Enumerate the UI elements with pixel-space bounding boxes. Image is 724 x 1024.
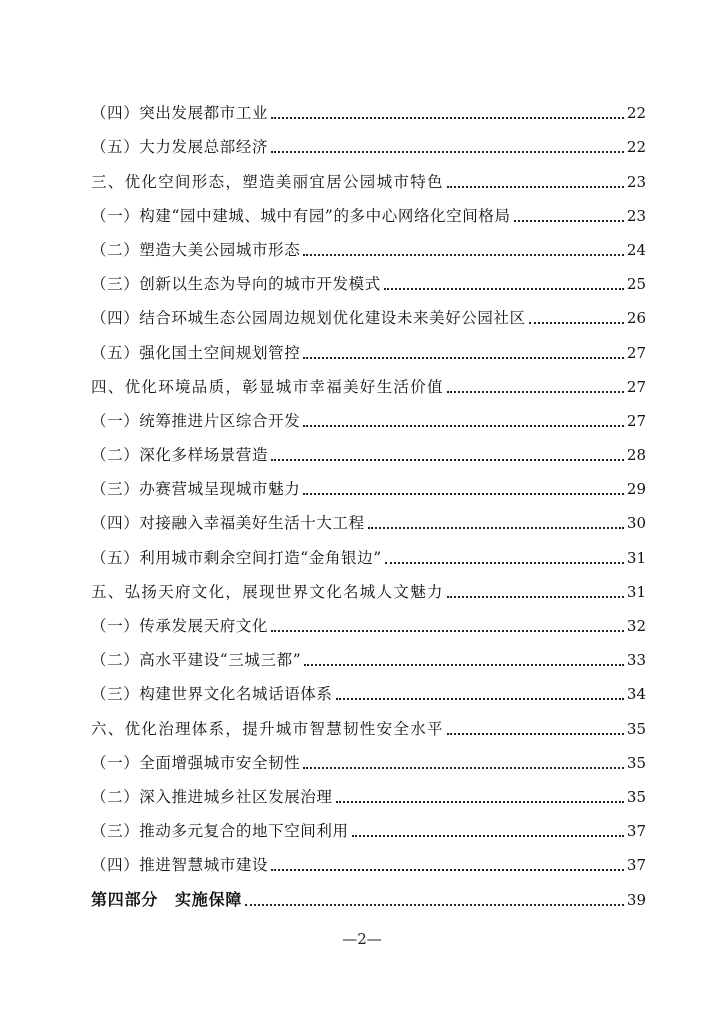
toc-entry-title: （三）推动多元复合的地下空间利用	[91, 822, 349, 841]
toc-entry-title: （二）高水平建设“三城三都”	[91, 651, 302, 670]
dot-leader	[336, 800, 624, 803]
toc-entry-page-number: 32	[626, 617, 646, 635]
toc-entry-page-number: 27	[626, 377, 646, 396]
toc-entry-page-number: 33	[626, 651, 646, 670]
toc-subsection-entry	[91, 538, 646, 572]
toc-subsection-entry	[91, 265, 646, 299]
toc-entry-page-number: 31	[626, 548, 646, 567]
dot-leader	[336, 697, 624, 700]
toc-entry-page-number: 25	[626, 275, 646, 294]
toc-entry-title: （一）传承发展天府文化	[91, 617, 269, 635]
toc-subsection-entry	[91, 607, 646, 641]
toc-section-entry	[91, 368, 646, 402]
toc-entry-page-number: 34	[626, 685, 646, 704]
page-number-footer: —2—	[342, 930, 382, 948]
toc-entry-title: （四）突出发展都市工业	[91, 104, 269, 123]
toc-entry-page-number: 27	[626, 411, 646, 430]
dot-leader	[385, 561, 624, 564]
dot-leader	[447, 595, 624, 598]
toc-entry-page-number: 23	[626, 172, 646, 191]
toc-subsection-entry	[91, 299, 646, 333]
toc-subsection-entry	[91, 94, 646, 128]
toc-entry-title: （三）构建世界文化名城话语体系	[91, 685, 333, 704]
toc-entry-page-number: 23	[626, 206, 646, 225]
toc-subsection-entry	[91, 504, 646, 538]
toc-entry-title: （四）对接融入幸福美好生活十大工程	[91, 514, 365, 533]
toc-subsection-entry	[91, 744, 646, 778]
dot-leader	[529, 321, 624, 324]
toc-section-entry	[91, 573, 646, 607]
dot-leader	[447, 185, 624, 188]
dot-leader	[271, 868, 624, 871]
toc-entry-title: （一）全面增强城市安全韧性	[91, 753, 301, 772]
toc-subsection-entry	[91, 778, 646, 812]
toc-entry-page-number: 27	[626, 343, 646, 362]
toc-entry-title: （二）深化多样场景营造	[91, 446, 269, 465]
toc-entry-page-number: 29	[626, 480, 646, 499]
toc-entry-page-number: 28	[626, 446, 646, 465]
toc-entry-page-number: 26	[626, 309, 646, 328]
toc-entry-page-number: 22	[626, 104, 646, 123]
toc-entry-title: （一）统筹推进片区综合开发	[91, 411, 301, 430]
toc-part-entry	[91, 880, 646, 914]
dot-leader	[245, 903, 624, 906]
toc-subsection-entry	[91, 333, 646, 367]
toc-entry-title: 六、优化治理体系，提升城市智慧韧性安全水平	[91, 719, 444, 738]
toc-subsection-entry	[91, 436, 646, 470]
dot-leader	[368, 526, 624, 529]
toc-entry-title: 四、优化环境品质，彰显城市幸福美好生活价值	[91, 377, 444, 396]
dot-leader	[447, 732, 624, 735]
toc-entry-title: 第四部分 实施保障	[91, 889, 243, 909]
dot-leader	[352, 834, 624, 837]
toc-entry-title: 五、弘扬天府文化，展现世界文化名城人文魅力	[91, 582, 444, 601]
dot-leader	[514, 219, 624, 222]
toc-entry-page-number: 37	[626, 822, 646, 841]
toc-subsection-entry	[91, 641, 646, 675]
toc-subsection-entry	[91, 402, 646, 436]
table-of-contents	[91, 94, 646, 915]
toc-entry-page-number: 22	[626, 138, 646, 157]
dot-leader	[271, 458, 624, 461]
dot-leader	[447, 390, 624, 393]
toc-section-entry	[91, 709, 646, 743]
toc-subsection-entry	[91, 812, 646, 846]
toc-entry-title: （三）办赛营城呈现城市魅力	[91, 480, 301, 499]
toc-entry-title: （二）塑造大美公园城市形态	[91, 240, 301, 259]
toc-entry-page-number: 31	[626, 582, 646, 601]
toc-entry-page-number: 39	[626, 890, 646, 909]
dot-leader	[303, 766, 624, 769]
toc-entry-page-number: 35	[626, 787, 646, 806]
toc-entry-title: （四）推进智慧城市建设	[91, 856, 269, 875]
toc-entry-page-number: 35	[626, 753, 646, 772]
toc-subsection-entry	[91, 846, 646, 880]
toc-section-entry	[91, 162, 646, 196]
dot-leader	[271, 629, 624, 632]
toc-entry-page-number: 37	[626, 856, 646, 875]
dot-leader	[303, 356, 624, 359]
dot-leader	[304, 663, 624, 666]
toc-subsection-entry	[91, 128, 646, 162]
dot-leader	[384, 287, 624, 290]
toc-entry-page-number: 30	[626, 514, 646, 533]
toc-subsection-entry	[91, 470, 646, 504]
toc-entry-page-number: 35	[626, 719, 646, 738]
toc-entry-title: （五）强化国土空间规划管控	[91, 343, 301, 362]
toc-entry-page-number: 24	[626, 240, 646, 259]
toc-subsection-entry	[91, 231, 646, 265]
toc-subsection-entry	[91, 675, 646, 709]
dot-leader	[303, 492, 624, 495]
toc-entry-title: 三、优化空间形态，塑造美丽宜居公园城市特色	[91, 172, 444, 191]
dot-leader	[303, 424, 624, 427]
toc-entry-title: （一）构建“园中建城、城中有园”的多中心网络化空间格局	[91, 206, 511, 225]
dot-leader	[271, 150, 624, 153]
toc-entry-title: （四）结合环城生态公园周边规划优化建设未来美好公园社区	[91, 309, 526, 328]
toc-entry-title: （五）大力发展总部经济	[91, 138, 269, 157]
toc-subsection-entry	[91, 197, 646, 231]
toc-entry-title: （二）深入推进城乡社区发展治理	[91, 787, 333, 806]
dot-leader	[303, 253, 624, 256]
toc-entry-title: （五）利用城市剩余空间打造“金角银边”	[91, 548, 382, 567]
toc-entry-title: （三）创新以生态为导向的城市开发模式	[91, 275, 381, 294]
dot-leader	[271, 116, 624, 119]
